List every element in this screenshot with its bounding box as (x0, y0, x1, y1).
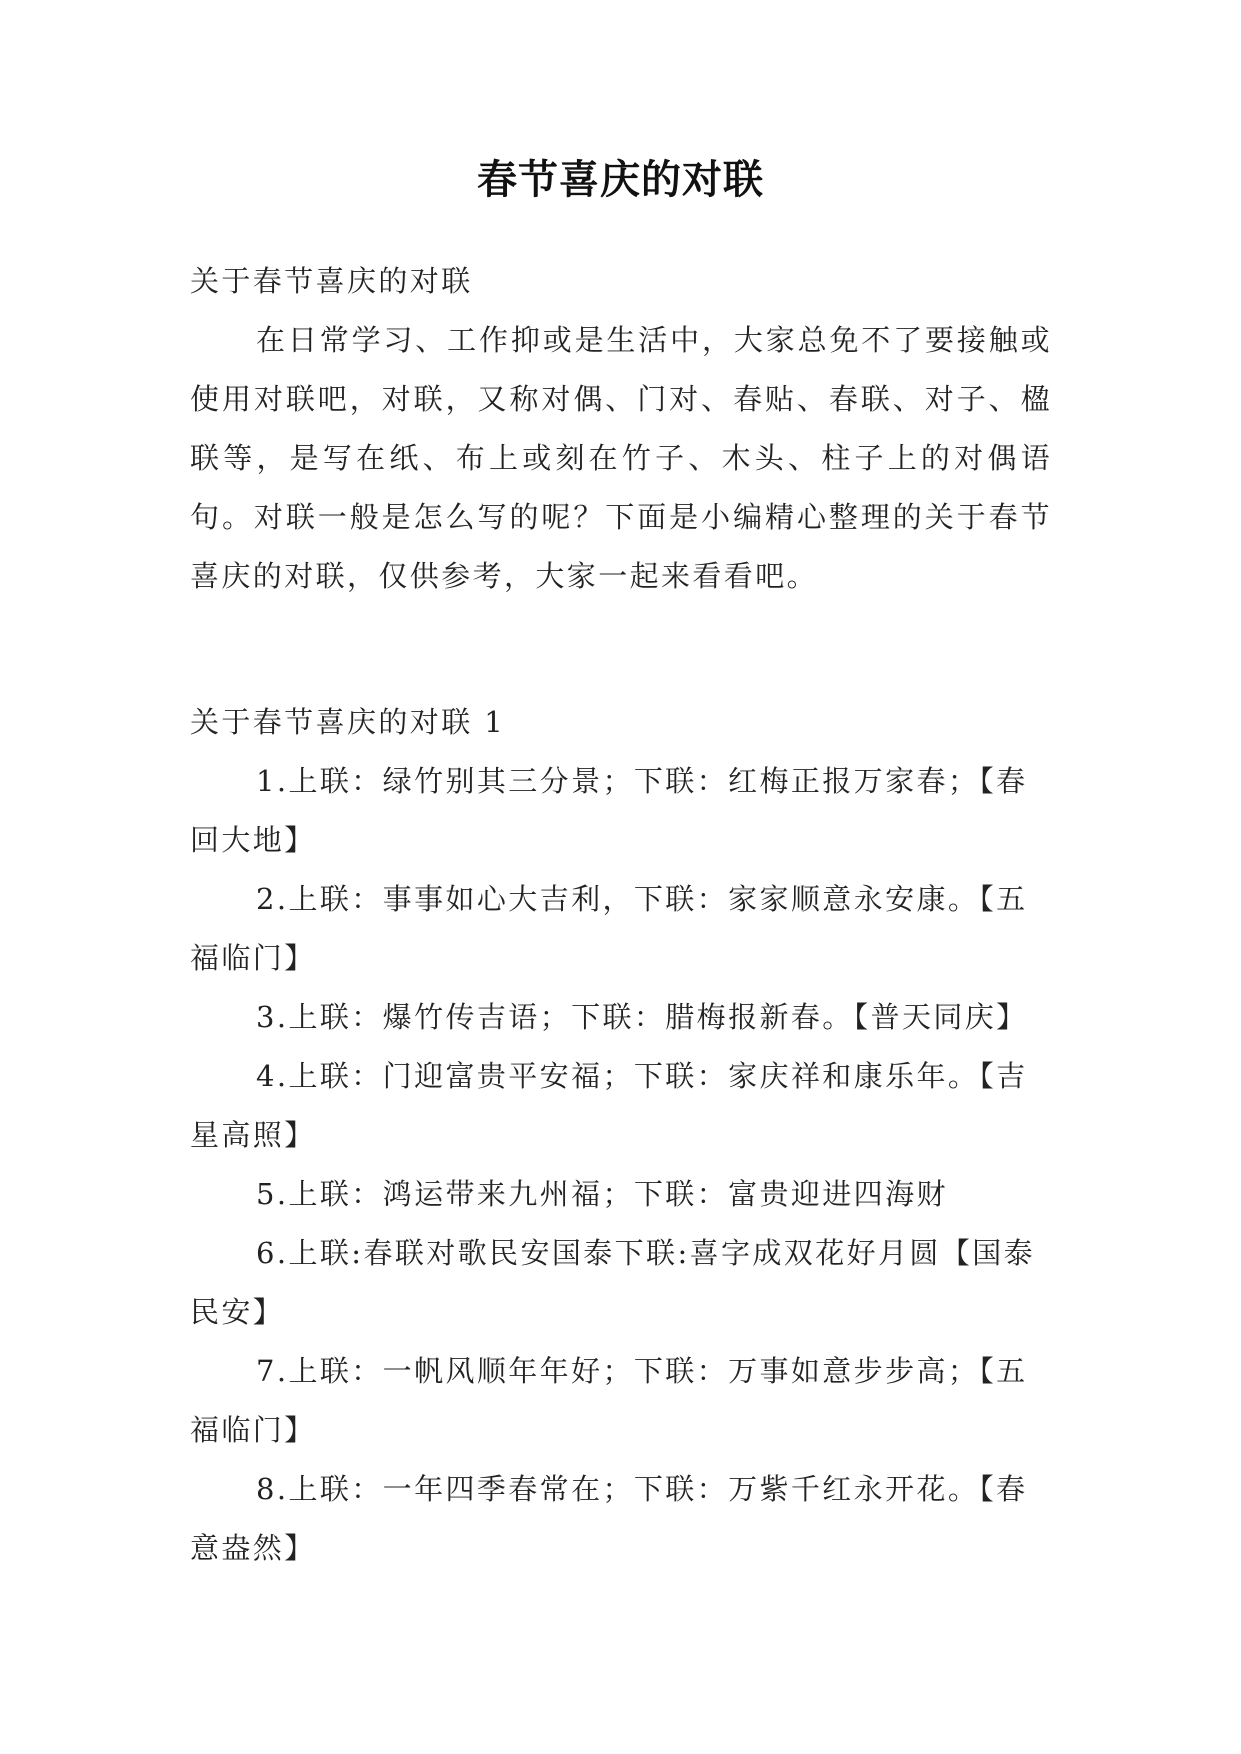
list-item: 8.上联：一年四季春常在；下联：万紫千红永开花。【春意盎然】 (190, 1472, 1028, 1565)
intro-body (190, 311, 1052, 606)
list-item: 6.上联:春联对歌民安国泰下联:喜字成双花好月圆【国泰民安】 (190, 1236, 1036, 1329)
section-heading: 关于春节喜庆的对联 1 (190, 705, 506, 739)
document-title: 春节喜庆的对联 (477, 156, 764, 203)
list-item: 3.上联：爆竹传吉语；下联：腊梅报新春。【普天同庆】 (256, 1000, 1028, 1034)
list-item: 7.上联：一帆风顺年年好；下联：万事如意步步高；【五福临门】 (190, 1354, 1028, 1447)
list-item: 5.上联：鸿运带来九州福；下联：富贵迎进四海财 (256, 1177, 948, 1211)
list-item: 4.上联：门迎富贵平安福；下联：家庆祥和康乐年。【吉星高照】 (190, 1059, 1028, 1152)
list-item: 1.上联：绿竹别其三分景；下联：红梅正报万家春；【春回大地】 (190, 764, 1028, 857)
intro-heading: 关于春节喜庆的对联 (190, 264, 473, 298)
list-item: 2.上联：事事如心大吉利，下联：家家顺意永安康。【五福临门】 (190, 882, 1028, 975)
couplet-list (190, 752, 1052, 1578)
intro-paragraph: 在日常学习、工作抑或是生活中，大家总免不了要接触或使用对联吧，对联，又称对偶、门对、春贴、春联、对子、楹联等，是写在纸、布上或刻在竹子、木头、柱子上的对偶语句。对联一般是怎么写的呢？下面是小编精心整理的关于春节喜庆的对联，仅供参考，大家一起来看看吧。 (190, 323, 1052, 593)
